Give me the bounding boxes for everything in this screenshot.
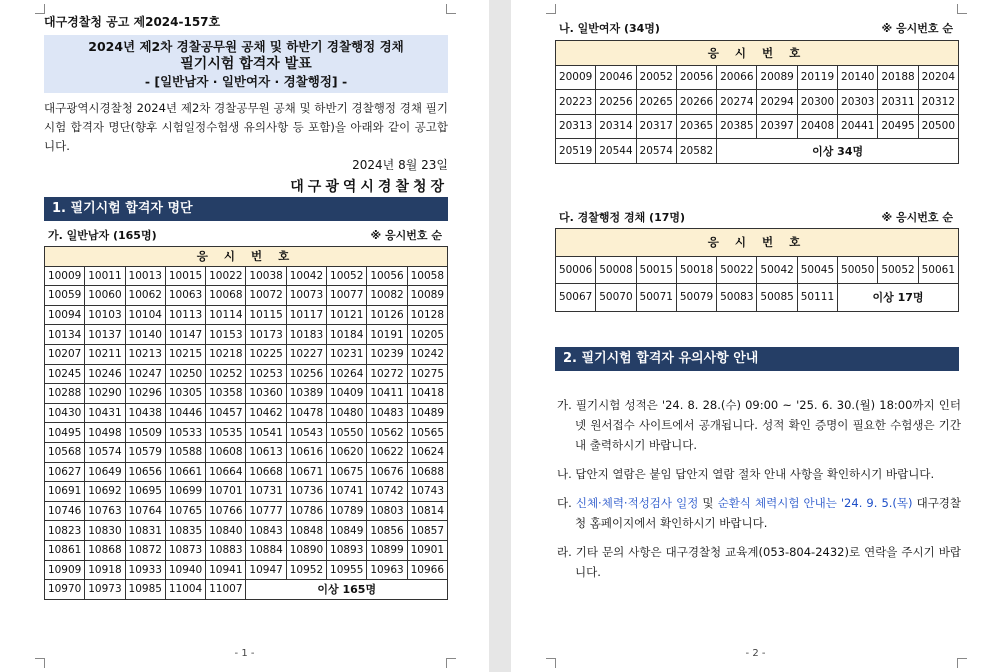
total-count-cell: 이상 165명 bbox=[246, 580, 448, 600]
exam-number-cell: 10671 bbox=[286, 462, 326, 482]
issuer-name: 대구광역시경찰청장 bbox=[290, 179, 448, 195]
group-admin-title: 다. 경찰행정 경채 (17명) bbox=[559, 211, 686, 224]
exam-number-cell: 10579 bbox=[125, 442, 165, 462]
sort-note: ※ 응시번호 순 bbox=[370, 229, 442, 242]
exam-number-cell: 10814 bbox=[407, 501, 447, 521]
exam-number-cell: 10015 bbox=[165, 266, 205, 286]
exam-number-cell: 10038 bbox=[246, 266, 286, 286]
exam-number-cell: 10094 bbox=[45, 305, 85, 325]
exam-number-cell: 50022 bbox=[717, 256, 757, 284]
exam-number-cell: 10884 bbox=[246, 540, 286, 560]
exam-number-cell: 10608 bbox=[206, 442, 246, 462]
exam-number-cell: 11007 bbox=[206, 580, 246, 600]
table-row bbox=[45, 462, 448, 482]
exam-number-cell: 10121 bbox=[327, 305, 367, 325]
exam-number-cell: 10253 bbox=[246, 364, 286, 384]
exam-number-cell: 10073 bbox=[286, 286, 326, 306]
exam-number-cell: 10245 bbox=[45, 364, 85, 384]
notice-item-c-rest: 대구경찰청 홈페이지에서 확인하시기 바랍니다. bbox=[575, 496, 962, 530]
exam-number-cell: 10861 bbox=[45, 540, 85, 560]
exam-number-cell: 10568 bbox=[45, 442, 85, 462]
exam-number-cell: 10128 bbox=[407, 305, 447, 325]
crop-mark bbox=[957, 4, 967, 14]
exam-number-cell: 10543 bbox=[286, 423, 326, 443]
exam-number-cell: 10252 bbox=[206, 364, 246, 384]
exam-number-cell: 10620 bbox=[327, 442, 367, 462]
exam-number-cell: 10147 bbox=[165, 325, 205, 345]
exam-number-cell: 10622 bbox=[367, 442, 407, 462]
exam-number-cell: 10056 bbox=[367, 266, 407, 286]
exam-number-cell: 10966 bbox=[407, 560, 447, 580]
exam-number-cell: 10890 bbox=[286, 540, 326, 560]
exam-number-cell: 10840 bbox=[206, 521, 246, 541]
exam-number-cell: 10103 bbox=[85, 305, 125, 325]
exam-number-cell: 20311 bbox=[878, 90, 918, 115]
exam-number-cell: 20313 bbox=[556, 114, 596, 139]
exam-number-cell: 50079 bbox=[676, 284, 716, 312]
exam-number-cell: 10077 bbox=[327, 286, 367, 306]
exam-number-cell: 20009 bbox=[556, 65, 596, 90]
notice-list bbox=[557, 395, 961, 582]
exam-number-cell: 10857 bbox=[407, 521, 447, 541]
exam-number-cell: 10873 bbox=[165, 540, 205, 560]
exam-number-cell: 10072 bbox=[246, 286, 286, 306]
exam-number-cell: 10389 bbox=[286, 384, 326, 404]
table-row bbox=[45, 325, 448, 345]
notice-item-c-mid: 및 bbox=[698, 496, 718, 510]
exam-number-cell: 10115 bbox=[246, 305, 286, 325]
exam-number-cell: 10823 bbox=[45, 521, 85, 541]
exam-number-cell: 10184 bbox=[327, 325, 367, 345]
exam-number-cell: 10207 bbox=[45, 344, 85, 364]
exam-number-cell: 20188 bbox=[878, 65, 918, 90]
sort-note: ※ 응시번호 순 bbox=[881, 22, 953, 35]
exam-number-cell: 10457 bbox=[206, 403, 246, 423]
table-row bbox=[45, 482, 448, 502]
section-1-title: 1. 필기시험 합격자 명단 bbox=[44, 197, 448, 221]
exam-number-cell: 10011 bbox=[85, 266, 125, 286]
exam-number-cell: 20303 bbox=[838, 90, 878, 115]
exam-number-cell: 10868 bbox=[85, 540, 125, 560]
exam-number-cell: 20204 bbox=[918, 65, 958, 90]
exam-number-cell: 10042 bbox=[286, 266, 326, 286]
exam-number-cell: 10588 bbox=[165, 442, 205, 462]
exam-number-cell: 10664 bbox=[206, 462, 246, 482]
exam-number-cell: 10985 bbox=[125, 580, 165, 600]
table-row bbox=[556, 256, 959, 284]
group-female-title: 나. 일반여자 (34명) bbox=[559, 22, 660, 35]
table-row bbox=[556, 284, 959, 312]
notice-item-c-prefix: 다. bbox=[557, 496, 576, 510]
exam-number-cell: 50018 bbox=[676, 256, 716, 284]
notice-item-c-highlight-1: 신체·체력·적성검사 일정 bbox=[575, 496, 699, 510]
exam-number-cell: 50111 bbox=[797, 284, 837, 312]
exam-number-cell: 10305 bbox=[165, 384, 205, 404]
page-number: - 2 - bbox=[745, 648, 766, 659]
exam-number-cell: 50042 bbox=[757, 256, 797, 284]
exam-number-cell: 10498 bbox=[85, 423, 125, 443]
exam-number-cell: 10947 bbox=[246, 560, 286, 580]
exam-number-cell: 10173 bbox=[246, 325, 286, 345]
exam-number-cell: 10418 bbox=[407, 384, 447, 404]
exam-number-cell: 10489 bbox=[407, 403, 447, 423]
exam-number-cell: 10113 bbox=[165, 305, 205, 325]
exam-number-cell: 10764 bbox=[125, 501, 165, 521]
table-row bbox=[45, 560, 448, 580]
exam-number-cell: 10480 bbox=[327, 403, 367, 423]
page-number: - 1 - bbox=[234, 648, 255, 659]
exam-number-cell: 10058 bbox=[407, 266, 447, 286]
exam-number-cell: 10765 bbox=[165, 501, 205, 521]
exam-number-cell: 20066 bbox=[717, 65, 757, 90]
exam-number-cell: 10153 bbox=[206, 325, 246, 345]
exam-number-cell: 20052 bbox=[636, 65, 676, 90]
exam-number-cell: 10933 bbox=[125, 560, 165, 580]
exam-number-cell: 10830 bbox=[85, 521, 125, 541]
exam-number-cell: 50052 bbox=[878, 256, 918, 284]
exam-number-cell: 10883 bbox=[206, 540, 246, 560]
exam-number-cell: 10183 bbox=[286, 325, 326, 345]
exam-number-cell: 10140 bbox=[125, 325, 165, 345]
table-row bbox=[45, 305, 448, 325]
exam-number-cell: 10699 bbox=[165, 482, 205, 502]
exam-number-cell: 20544 bbox=[596, 139, 636, 164]
exam-number-cell: 10661 bbox=[165, 462, 205, 482]
exam-number-cell: 20300 bbox=[797, 90, 837, 115]
exam-number-cell: 10211 bbox=[85, 344, 125, 364]
exam-number-cell: 10541 bbox=[246, 423, 286, 443]
table-row bbox=[556, 114, 959, 139]
exam-number-cell: 20441 bbox=[838, 114, 878, 139]
exam-number-cell: 10777 bbox=[246, 501, 286, 521]
table-row bbox=[45, 501, 448, 521]
exam-number-cell: 20046 bbox=[596, 65, 636, 90]
notice-item-d: 라. 기타 문의 사항은 대구경찰청 교육계(053-804-2432)로 연락을 주시기 바랍니다. bbox=[557, 545, 961, 579]
male-candidates-table bbox=[44, 246, 448, 600]
exam-number-cell: 10766 bbox=[206, 501, 246, 521]
exam-number-cell: 10849 bbox=[327, 521, 367, 541]
exam-number-cell: 10117 bbox=[286, 305, 326, 325]
exam-number-cell: 10941 bbox=[206, 560, 246, 580]
exam-number-cell: 10918 bbox=[85, 560, 125, 580]
exam-number-cell: 10239 bbox=[367, 344, 407, 364]
exam-number-cell: 10275 bbox=[407, 364, 447, 384]
exam-number-cell: 10955 bbox=[327, 560, 367, 580]
document-page-1 bbox=[0, 0, 489, 672]
exam-number-cell: 10668 bbox=[246, 462, 286, 482]
exam-number-cell: 10676 bbox=[367, 462, 407, 482]
crop-mark bbox=[446, 658, 456, 668]
notice-item-a: 가. 필기시험 성적은 '24. 8. 28.(수) 09:00 ~ '25. 6. 30.(월) 18:00까지 인터넷 원서접수 사이트에서 공개됩니다. 성적 확인 증명이 필요한 수험생은 기간 내 출력하시기 바랍니다. bbox=[557, 398, 961, 452]
exam-number-cell: 10675 bbox=[327, 462, 367, 482]
exam-number-cell: 20495 bbox=[878, 114, 918, 139]
table-row bbox=[45, 403, 448, 423]
exam-number-cell: 10360 bbox=[246, 384, 286, 404]
exam-number-cell: 10736 bbox=[286, 482, 326, 502]
exam-number-cell: 10616 bbox=[286, 442, 326, 462]
exam-number-cell: 50070 bbox=[596, 284, 636, 312]
exam-number-cell: 20397 bbox=[757, 114, 797, 139]
exam-number-cell: 10205 bbox=[407, 325, 447, 345]
table-header: 응 시 번 호 bbox=[45, 247, 448, 267]
exam-number-cell: 10701 bbox=[206, 482, 246, 502]
exam-number-cell: 10247 bbox=[125, 364, 165, 384]
exam-number-cell: 20119 bbox=[797, 65, 837, 90]
exam-number-cell: 10358 bbox=[206, 384, 246, 404]
section-2-title: 2. 필기시험 합격자 유의사항 안내 bbox=[555, 347, 959, 371]
document-page-2 bbox=[511, 0, 1000, 672]
exam-number-cell: 10550 bbox=[327, 423, 367, 443]
exam-number-cell: 10731 bbox=[246, 482, 286, 502]
exam-number-cell: 20582 bbox=[676, 139, 716, 164]
exam-number-cell: 10952 bbox=[286, 560, 326, 580]
table-row bbox=[45, 580, 448, 600]
exam-number-cell: 50083 bbox=[717, 284, 757, 312]
exam-number-cell: 50061 bbox=[918, 256, 958, 284]
crop-mark bbox=[446, 4, 456, 14]
table-row bbox=[45, 286, 448, 306]
exam-number-cell: 10695 bbox=[125, 482, 165, 502]
exam-number-cell: 10126 bbox=[367, 305, 407, 325]
exam-number-cell: 10009 bbox=[45, 266, 85, 286]
exam-number-cell: 10742 bbox=[367, 482, 407, 502]
total-count-cell: 이상 34명 bbox=[717, 139, 959, 164]
exam-number-cell: 10741 bbox=[327, 482, 367, 502]
exam-number-cell: 10574 bbox=[85, 442, 125, 462]
exam-number-cell: 10060 bbox=[85, 286, 125, 306]
exam-number-cell: 10446 bbox=[165, 403, 205, 423]
exam-number-cell: 10746 bbox=[45, 501, 85, 521]
exam-number-cell: 10831 bbox=[125, 521, 165, 541]
exam-number-cell: 10089 bbox=[407, 286, 447, 306]
announcement-date: 2024년 8월 23일 bbox=[352, 158, 448, 172]
exam-number-cell: 20056 bbox=[676, 65, 716, 90]
exam-number-cell: 10114 bbox=[206, 305, 246, 325]
exam-number-cell: 10225 bbox=[246, 344, 286, 364]
sort-note: ※ 응시번호 순 bbox=[881, 211, 953, 224]
exam-number-cell: 10218 bbox=[206, 344, 246, 364]
exam-number-cell: 10613 bbox=[246, 442, 286, 462]
exam-number-cell: 10533 bbox=[165, 423, 205, 443]
exam-number-cell: 20314 bbox=[596, 114, 636, 139]
exam-number-cell: 10763 bbox=[85, 501, 125, 521]
exam-number-cell: 10909 bbox=[45, 560, 85, 580]
exam-number-cell: 10290 bbox=[85, 384, 125, 404]
exam-number-cell: 10215 bbox=[165, 344, 205, 364]
exam-number-cell: 10052 bbox=[327, 266, 367, 286]
exam-number-cell: 10104 bbox=[125, 305, 165, 325]
exam-number-cell: 10786 bbox=[286, 501, 326, 521]
exam-number-cell: 10068 bbox=[206, 286, 246, 306]
table-header: 응 시 번 호 bbox=[556, 229, 959, 257]
total-count-cell: 이상 17명 bbox=[838, 284, 959, 312]
exam-number-cell: 20294 bbox=[757, 90, 797, 115]
title-line-3: - [일반남자 · 일반여자 · 경찰행정] - bbox=[144, 74, 348, 89]
exam-number-cell: 10191 bbox=[367, 325, 407, 345]
intro-paragraph: 대구광역시경찰청 2024년 제2차 경찰공무원 공채 및 하반기 경찰행정 경채 필기시험 합격자 명단(향후 시험일정수험생 유의사항 등 포함)을 아래와 같이 공고합니다. bbox=[44, 101, 448, 153]
exam-number-cell: 10692 bbox=[85, 482, 125, 502]
exam-number-cell: 10509 bbox=[125, 423, 165, 443]
exam-number-cell: 10062 bbox=[125, 286, 165, 306]
notice-number: 대구경찰청 공고 제2024-157호 bbox=[44, 15, 221, 29]
exam-number-cell: 10963 bbox=[367, 560, 407, 580]
exam-number-cell: 10565 bbox=[407, 423, 447, 443]
exam-number-cell: 10843 bbox=[246, 521, 286, 541]
exam-number-cell: 10431 bbox=[85, 403, 125, 423]
exam-number-cell: 10691 bbox=[45, 482, 85, 502]
exam-number-cell: 20365 bbox=[676, 114, 716, 139]
exam-number-cell: 10483 bbox=[367, 403, 407, 423]
exam-number-cell: 10059 bbox=[45, 286, 85, 306]
exam-number-cell: 20519 bbox=[556, 139, 596, 164]
exam-number-cell: 10264 bbox=[327, 364, 367, 384]
exam-number-cell: 10227 bbox=[286, 344, 326, 364]
admin-candidates-table bbox=[555, 228, 959, 312]
exam-number-cell: 20274 bbox=[717, 90, 757, 115]
table-row bbox=[45, 266, 448, 286]
exam-number-cell: 10272 bbox=[367, 364, 407, 384]
exam-number-cell: 20500 bbox=[918, 114, 958, 139]
crop-mark bbox=[957, 658, 967, 668]
exam-number-cell: 10535 bbox=[206, 423, 246, 443]
exam-number-cell: 10137 bbox=[85, 325, 125, 345]
exam-number-cell: 20140 bbox=[838, 65, 878, 90]
exam-number-cell: 10134 bbox=[45, 325, 85, 345]
exam-number-cell: 10848 bbox=[286, 521, 326, 541]
exam-number-cell: 11004 bbox=[165, 580, 205, 600]
exam-number-cell: 10789 bbox=[327, 501, 367, 521]
exam-number-cell: 10411 bbox=[367, 384, 407, 404]
female-candidates-table bbox=[555, 40, 959, 164]
exam-number-cell: 20256 bbox=[596, 90, 636, 115]
exam-number-cell: 10250 bbox=[165, 364, 205, 384]
notice-item-c-highlight-2: 순환식 체력시험 안내는 '24. 9. 5.(목) bbox=[717, 496, 913, 510]
table-row bbox=[45, 344, 448, 364]
exam-number-cell: 10856 bbox=[367, 521, 407, 541]
title-box bbox=[44, 35, 448, 93]
exam-number-cell: 20385 bbox=[717, 114, 757, 139]
exam-number-cell: 20574 bbox=[636, 139, 676, 164]
table-row bbox=[556, 65, 959, 90]
table-row bbox=[45, 540, 448, 560]
crop-mark bbox=[35, 658, 45, 668]
exam-number-cell: 10022 bbox=[206, 266, 246, 286]
exam-number-cell: 10438 bbox=[125, 403, 165, 423]
exam-number-cell: 10743 bbox=[407, 482, 447, 502]
table-row bbox=[556, 90, 959, 115]
exam-number-cell: 10246 bbox=[85, 364, 125, 384]
group-male-title: 가. 일반남자 (165명) bbox=[48, 229, 157, 242]
exam-number-cell: 10872 bbox=[125, 540, 165, 560]
exam-number-cell: 20408 bbox=[797, 114, 837, 139]
exam-number-cell: 10063 bbox=[165, 286, 205, 306]
exam-number-cell: 10409 bbox=[327, 384, 367, 404]
exam-number-cell: 10256 bbox=[286, 364, 326, 384]
exam-number-cell: 50050 bbox=[838, 256, 878, 284]
exam-number-cell: 10082 bbox=[367, 286, 407, 306]
exam-number-cell: 10430 bbox=[45, 403, 85, 423]
exam-number-cell: 10462 bbox=[246, 403, 286, 423]
exam-number-cell: 50071 bbox=[636, 284, 676, 312]
title-line-1: 2024년 제2차 경찰공무원 공채 및 하반기 경찰행정 경채 bbox=[88, 39, 404, 54]
table-row bbox=[45, 442, 448, 462]
exam-number-cell: 10231 bbox=[327, 344, 367, 364]
exam-number-cell: 10013 bbox=[125, 266, 165, 286]
table-row bbox=[45, 384, 448, 404]
exam-number-cell: 10288 bbox=[45, 384, 85, 404]
table-row bbox=[45, 423, 448, 443]
table-header: 응 시 번 호 bbox=[556, 41, 959, 66]
exam-number-cell: 50045 bbox=[797, 256, 837, 284]
title-line-2: 필기시험 합격자 발표 bbox=[180, 56, 312, 72]
exam-number-cell: 10296 bbox=[125, 384, 165, 404]
exam-number-cell: 20223 bbox=[556, 90, 596, 115]
exam-number-cell: 20312 bbox=[918, 90, 958, 115]
exam-number-cell: 10899 bbox=[367, 540, 407, 560]
crop-mark bbox=[546, 4, 556, 14]
exam-number-cell: 10213 bbox=[125, 344, 165, 364]
exam-number-cell: 10901 bbox=[407, 540, 447, 560]
exam-number-cell: 10478 bbox=[286, 403, 326, 423]
exam-number-cell: 10970 bbox=[45, 580, 85, 600]
exam-number-cell: 10649 bbox=[85, 462, 125, 482]
exam-number-cell: 10242 bbox=[407, 344, 447, 364]
notice-item-b: 나. 답안지 열람은 붙임 답안지 열람 절차 안내 사항을 확인하시기 바랍니다. bbox=[557, 467, 935, 481]
exam-number-cell: 20317 bbox=[636, 114, 676, 139]
notice-item-c bbox=[557, 493, 961, 533]
exam-number-cell: 10835 bbox=[165, 521, 205, 541]
crop-mark bbox=[546, 658, 556, 668]
exam-number-cell: 10893 bbox=[327, 540, 367, 560]
exam-number-cell: 10624 bbox=[407, 442, 447, 462]
exam-number-cell: 20266 bbox=[676, 90, 716, 115]
exam-number-cell: 10627 bbox=[45, 462, 85, 482]
exam-number-cell: 10495 bbox=[45, 423, 85, 443]
exam-number-cell: 10562 bbox=[367, 423, 407, 443]
exam-number-cell: 50008 bbox=[596, 256, 636, 284]
exam-number-cell: 50015 bbox=[636, 256, 676, 284]
exam-number-cell: 10940 bbox=[165, 560, 205, 580]
exam-number-cell: 10688 bbox=[407, 462, 447, 482]
exam-number-cell: 10973 bbox=[85, 580, 125, 600]
table-row bbox=[556, 139, 959, 164]
exam-number-cell: 50085 bbox=[757, 284, 797, 312]
table-row bbox=[45, 364, 448, 384]
exam-number-cell: 10656 bbox=[125, 462, 165, 482]
exam-number-cell: 20089 bbox=[757, 65, 797, 90]
table-row bbox=[45, 521, 448, 541]
exam-number-cell: 20265 bbox=[636, 90, 676, 115]
exam-number-cell: 50006 bbox=[556, 256, 596, 284]
exam-number-cell: 10803 bbox=[367, 501, 407, 521]
exam-number-cell: 50067 bbox=[556, 284, 596, 312]
